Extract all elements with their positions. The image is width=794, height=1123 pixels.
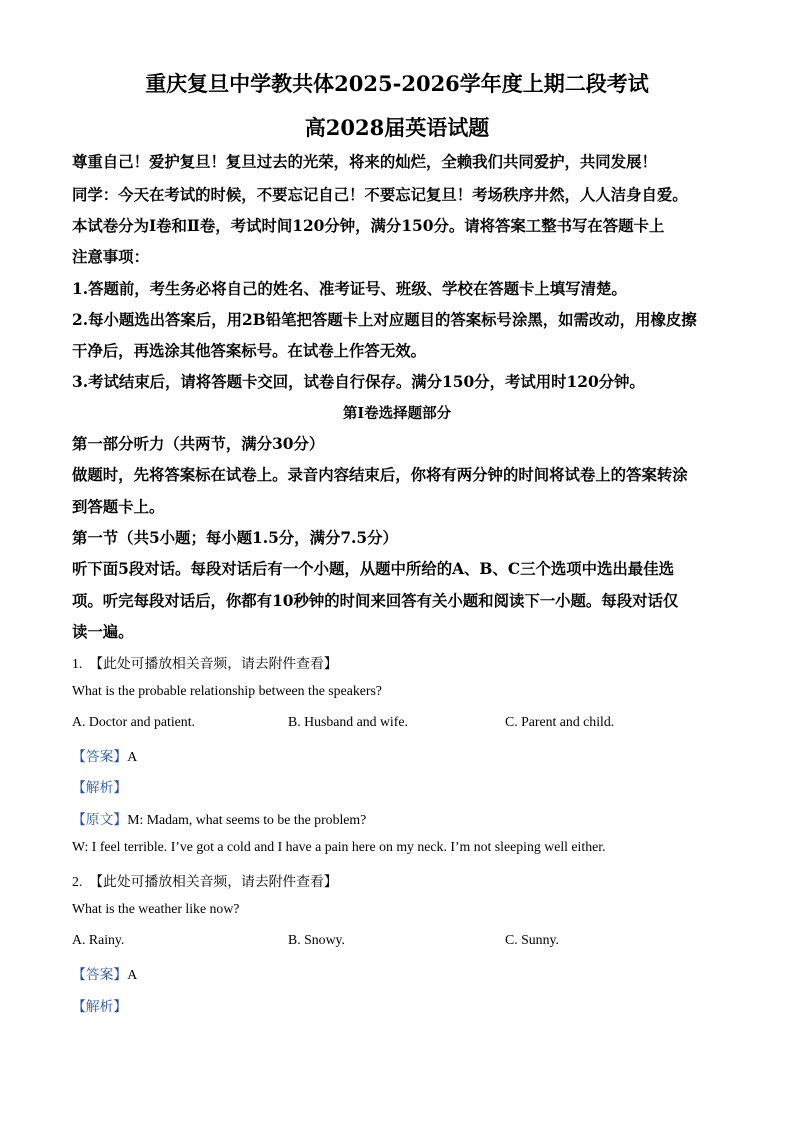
analysis-tag: 【解析】 (72, 999, 128, 1014)
notice-item-1: 1.答题前，考生务必将自己的姓名、准考证号、班级、学校在答题卡上填写清楚。 (72, 280, 627, 298)
part1-desc: 做题时，先将答案标在试卷上。录音内容结束后，你将有两分钟的时间将试卷上的答案转涂 (72, 466, 688, 484)
answer-value: A (127, 749, 138, 764)
question-1-option-c: C. Parent and child. (505, 714, 615, 729)
question-number: 1. (72, 656, 83, 671)
intro-line-3: 本试卷分为Ⅰ卷和Ⅱ卷，考试时间120分钟，满分150分。请将答案工整书写在答题卡上 (72, 217, 665, 235)
intro-line-2: 同学：今天在考试的时候，不要忘记自己！不要忘记复旦！考场秩序井然，人人洁身自爱。 (72, 186, 688, 204)
answer-value: A (127, 967, 138, 982)
audio-note[interactable]: 【此处可播放相关音频，请去附件查看】 (89, 656, 338, 671)
notice-title: 注意事项： (72, 248, 149, 266)
notice-item-3: 3.考试结束后，请将答题卡交回，试卷自行保存。满分150分，考试用时120分钟。 (72, 373, 645, 391)
audio-note[interactable]: 【此处可播放相关音频，请去附件查看】 (89, 874, 338, 889)
question-1-header (72, 652, 338, 672)
answer-tag: 【答案】 (72, 749, 128, 764)
question-2-option-c: C. Sunny. (505, 932, 559, 947)
question-2-analysis (72, 995, 127, 1015)
question-number: 2. (72, 874, 83, 889)
section1-title: 第一节（共5小题；每小题1.5分，满分7.5分） (72, 529, 398, 547)
question-1-answer (72, 745, 137, 765)
question-2-option-b: B. Snowy. (288, 932, 345, 947)
question-1-transcript (72, 808, 366, 828)
volume-title: 第Ⅰ卷选择题部分 (342, 405, 452, 422)
transcript-tag: 【原文】 (72, 812, 128, 827)
question-2-answer (72, 963, 137, 983)
analysis-tag: 【解析】 (72, 780, 128, 795)
part1-desc-cont: 到答题卡上。 (72, 498, 165, 516)
notice-item-2: 2.每小题选出答案后，用2B铅笔把答题卡上对应题目的答案标号涂黑，如需改动，用橡皮擦 (72, 311, 697, 329)
part1-title: 第一部分听力（共两节，满分30分） (72, 435, 325, 453)
section1-desc-end: 读一遍。 (72, 623, 134, 641)
question-1-analysis (72, 776, 127, 796)
question-1-text: What is the probable relationship between the speakers? (72, 683, 382, 698)
intro-line-1: 尊重自己！爱护复旦！复旦过去的光荣，将来的灿烂，全赖我们共同爱护，共同发展！ (72, 153, 657, 171)
section1-desc: 听下面5段对话。每段对话后有一个小题，从题中所给的A、B、C三个选项中选出最佳选 (72, 560, 674, 578)
exam-title: 重庆复旦中学教共体2025-2026学年度上期二段考试 (145, 71, 649, 96)
exam-subtitle: 高2028届英语试题 (304, 115, 490, 140)
question-2-header (72, 870, 338, 890)
question-2-option-a: A. Rainy. (72, 932, 125, 947)
section1-desc-cont: 项。听完每段对话后，你都有10秒钟的时间来回答有关小题和阅读下一小题。每段对话仅 (72, 592, 679, 610)
question-1-option-a: A. Doctor and patient. (72, 714, 195, 729)
notice-item-2-cont: 干净后，再选涂其他答案标号。在试卷上作答无效。 (72, 342, 426, 360)
question-1-option-b: B. Husband and wife. (288, 714, 408, 729)
transcript-line-2: W: I feel terrible. I’ve got a cold and I have a pain here on my neck. I’m not sleeping well either. (72, 839, 606, 854)
transcript-line-1: M: Madam, what seems to be the problem? (127, 812, 367, 827)
answer-tag: 【答案】 (72, 967, 128, 982)
question-2-text: What is the weather like now? (72, 901, 240, 916)
